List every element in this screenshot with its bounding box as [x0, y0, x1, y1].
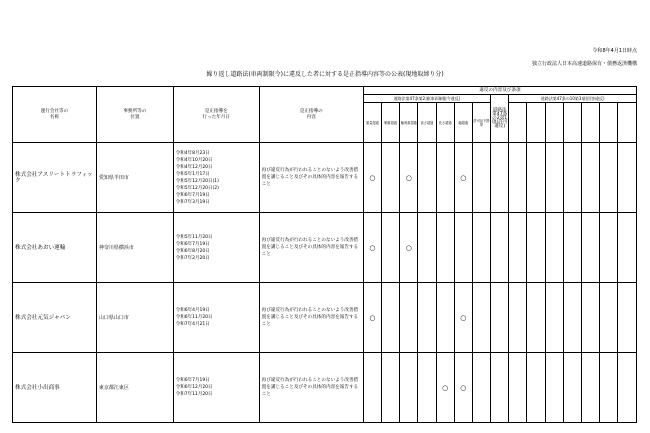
violation-mark [491, 143, 509, 213]
violation-mark: ○ [363, 283, 381, 353]
guidance-dates [173, 143, 259, 213]
subheader-cell [600, 103, 618, 143]
subheader-cell: 重量超過 [363, 103, 381, 143]
guidance-date: 令和7年4月21日 [175, 322, 210, 327]
violations-table [12, 86, 637, 423]
violation-mark: ○ [454, 353, 472, 423]
violation-mark: ○ [400, 143, 418, 213]
violation-mark [509, 283, 527, 353]
guidance-content: 再び違反行為が行われることのないよう改善措置を講じること及びその具体的内容を報告すること [259, 353, 363, 423]
company-name: 株式会社あおい運輸 [13, 213, 97, 283]
violation-mark [509, 213, 527, 283]
violation-mark [545, 213, 563, 283]
violation-mark [436, 213, 454, 283]
violation-mark [600, 353, 618, 423]
header-company: 運行会社等の 名称 [13, 87, 97, 143]
violation-mark [491, 213, 509, 283]
violation-mark [527, 353, 545, 423]
subheader-cell [545, 103, 563, 143]
guidance-date: 令和4年8月23日 [175, 150, 210, 156]
subheader-cell [563, 103, 581, 143]
guidance-date: 令和4年10月20日 [175, 157, 213, 163]
guidance-date: 令和6年7月19日 [175, 241, 210, 247]
guidance-date: 令和5年1月17日 [175, 171, 210, 177]
violation-mark [563, 283, 581, 353]
violation-mark [509, 353, 527, 423]
violation-mark [363, 353, 381, 423]
subheader-cell: 軸重超過 [381, 103, 399, 143]
violation-mark [527, 143, 545, 213]
subheader-cell [618, 103, 637, 143]
subheader-cell [509, 103, 527, 143]
table-row [13, 213, 637, 283]
guidance-content: 再び違反行為が行われることのないよう改善措置を講じること及びその具体的内容を報告すること [259, 143, 363, 213]
header-article47-2: 道路法第47条の2第1項(許可違反) [491, 95, 509, 143]
guidance-content: 再び違反行為が行われることのないよう改善措置を講じること及びその具体的内容を報告すること [259, 213, 363, 283]
guidance-date: 令和6年12月20日 [175, 385, 213, 390]
guidance-dates [173, 353, 259, 423]
violation-mark [454, 213, 472, 283]
subheader-cell: 許可証不携帯 [472, 103, 490, 143]
violation-mark [582, 213, 600, 283]
violation-mark [600, 283, 618, 353]
violation-mark [527, 283, 545, 353]
as-of-date: 令和8年4月1日時点 [592, 48, 637, 54]
violation-mark [491, 283, 509, 353]
violation-mark [472, 353, 490, 423]
subheader-cell: 幅超過 [454, 103, 472, 143]
violation-mark [618, 143, 637, 213]
header-violations: 違反の内容及び条項 [363, 87, 636, 95]
violation-mark [582, 283, 600, 353]
header-dates: 是正指導を 行った年月日 [173, 87, 259, 143]
subheader-cell: 高さ超過 [418, 103, 436, 143]
violation-mark [545, 143, 563, 213]
guidance-date: 令和6年8月20日 [175, 248, 210, 254]
violation-mark: ○ [363, 213, 381, 283]
subheader-cell [527, 103, 545, 143]
violation-mark [472, 283, 490, 353]
violation-mark [436, 283, 454, 353]
subheader-cell: 長さ超過 [436, 103, 454, 143]
violation-mark [400, 283, 418, 353]
violation-mark [618, 353, 637, 423]
violation-mark [527, 213, 545, 283]
guidance-date: 令和6年4月19日 [175, 308, 210, 313]
subheader-cell [582, 103, 600, 143]
guidance-date: 令和4年12月20日 [175, 164, 213, 170]
header-office: 事務所等の 位置 [96, 87, 173, 143]
violation-mark [600, 143, 618, 213]
guidance-date: 令和7年11月20日 [175, 392, 213, 397]
office-location: 山口県山口市 [96, 283, 173, 353]
violation-mark [545, 353, 563, 423]
violation-mark [381, 283, 399, 353]
table-row [13, 353, 637, 423]
header-article47-10: 道路法第47条の10第3項(回答違反) [509, 95, 637, 103]
guidance-date: 令和5年12月20日(2) [175, 185, 219, 191]
guidance-content: 再び違反行為が行われることのないよう改善措置を講じること及びその具体的内容を報告すること [259, 283, 363, 353]
violation-mark [582, 143, 600, 213]
violation-mark [563, 213, 581, 283]
violation-mark [436, 143, 454, 213]
violation-mark: ○ [363, 143, 381, 213]
violation-mark [582, 353, 600, 423]
guidance-date: 令和7年3月19日 [175, 199, 210, 205]
violation-mark [509, 143, 527, 213]
violation-mark [400, 353, 418, 423]
guidance-date: 令和5年11月20日 [175, 234, 213, 240]
violation-mark [381, 353, 399, 423]
violation-mark [381, 143, 399, 213]
office-location: 東京都江東区 [96, 353, 173, 423]
guidance-dates [173, 283, 259, 353]
company-name: 株式会社元気ジャパン [13, 283, 97, 353]
organization-name: 独立行政法人日本高速道路保有・債務返済機構 [531, 61, 637, 67]
document-title: 繰り返し道路法(車両制限令)に違反した者に対する是正指導内容等の公表(現地取締り分) [206, 71, 444, 78]
company-name: 株式会社小出商事 [13, 353, 97, 423]
violation-mark [381, 213, 399, 283]
violation-mark [418, 143, 436, 213]
violation-mark [418, 353, 436, 423]
violation-mark: ○ [436, 353, 454, 423]
guidance-date: 令和6年11月20日 [175, 315, 213, 320]
table-row [13, 143, 637, 213]
company-name: 株式会社アスリートトラフィック [13, 143, 97, 213]
violation-mark [472, 143, 490, 213]
table-row [13, 283, 637, 353]
violation-mark [418, 213, 436, 283]
violation-mark [600, 213, 618, 283]
violation-mark [618, 213, 637, 283]
header-article47: 道路法第47条第2項(車両制限令違反) [363, 95, 490, 103]
violation-mark [545, 283, 563, 353]
guidance-dates [173, 213, 259, 283]
guidance-date: 令和5年12月20日(1) [175, 178, 219, 184]
violation-mark [563, 143, 581, 213]
violation-mark [618, 283, 637, 353]
violation-mark [472, 213, 490, 283]
office-location: 神奈川県横浜市 [96, 213, 173, 283]
guidance-date: 令和6年7月19日 [175, 192, 210, 198]
office-location: 愛知県半田市 [96, 143, 173, 213]
violation-mark: ○ [400, 213, 418, 283]
violation-mark: ○ [454, 143, 472, 213]
guidance-date: 令和6年7月19日 [175, 378, 210, 383]
header-content: 是正指導の 内容 [259, 87, 363, 143]
violation-mark [563, 353, 581, 423]
violation-mark [418, 283, 436, 353]
violation-mark: ○ [454, 283, 472, 353]
violation-mark [491, 353, 509, 423]
subheader-cell: 輪荷重超過 [400, 103, 418, 143]
guidance-date: 令和7年2月20日 [175, 255, 210, 261]
